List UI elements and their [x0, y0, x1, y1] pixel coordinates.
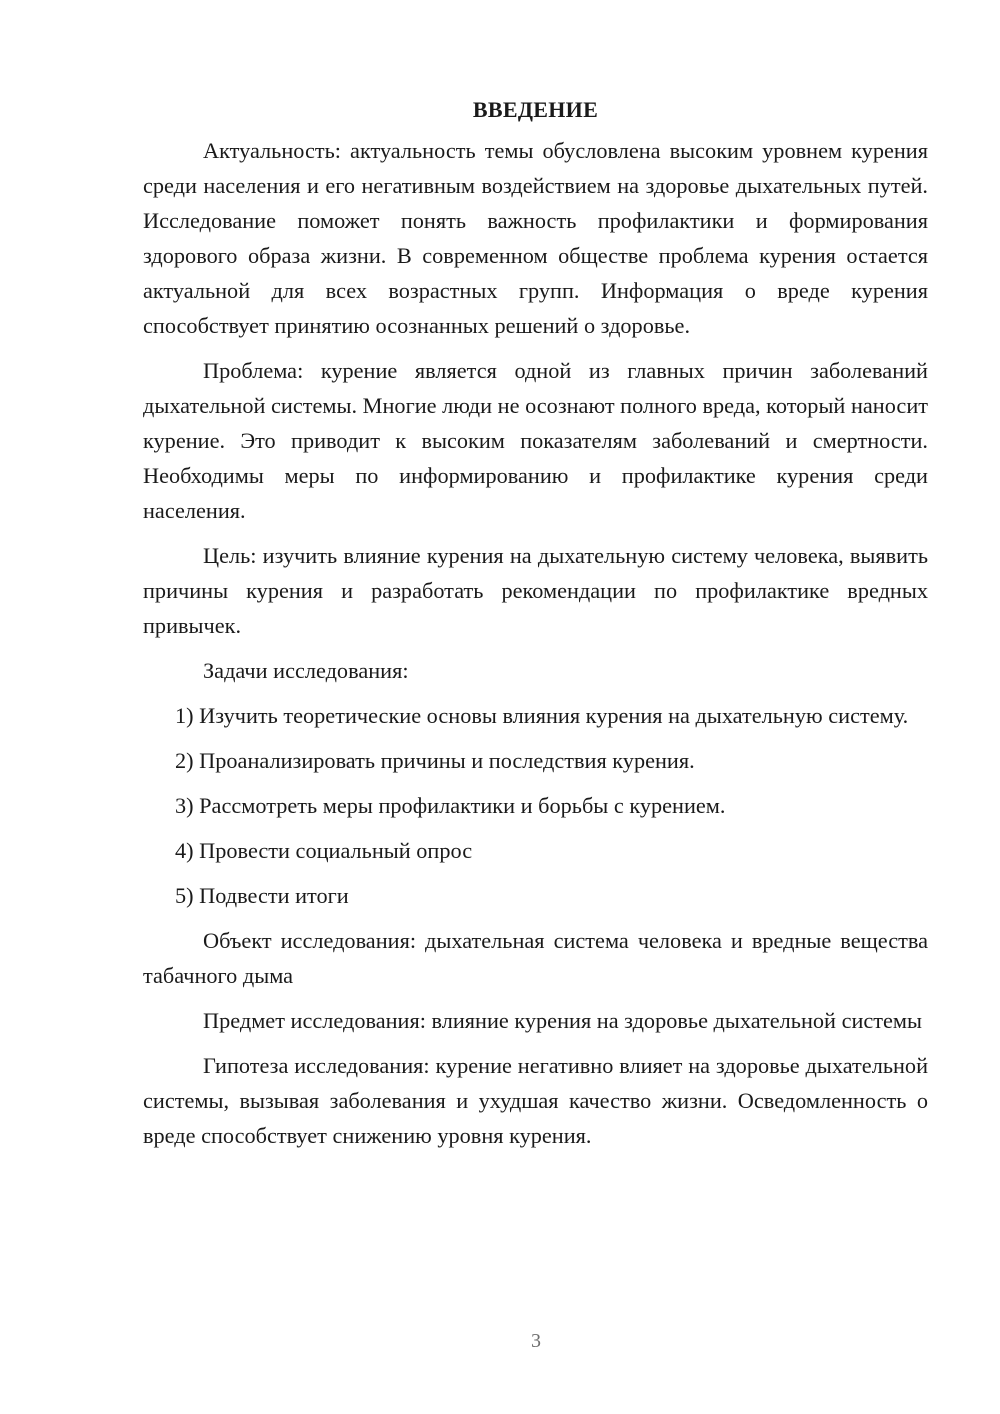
subject-paragraph: Предмет исследования: влияние курения на здоровье дыхательной системы	[203, 1008, 923, 1033]
task-item-2: 2) Проанализировать причины и последствия курения.	[175, 748, 695, 773]
goal-paragraph: Цель: изучить влияние курения на дыхательную систему человека, выявить причины курения и разработать рекомендации по профилактике вредных привычек.	[143, 543, 928, 638]
task-item-3: 3) Рассмотреть меры профилактики и борьбы с курением.	[175, 793, 726, 818]
task-item-1: 1) Изучить теоретические основы влияния курения на дыхательную систему.	[175, 703, 909, 728]
task-item-5: 5) Подвести итоги	[175, 883, 349, 908]
problem-paragraph: Проблема: курение является одной из главных причин заболеваний дыхательной системы. Многие люди не осознают полного вреда, который наносит курение. Это приводит к высоким показателям заболеваний и смертности. Необходимы меры по информированию и профилактике курения среди населения.	[143, 358, 928, 523]
relevance-paragraph: Актуальность: актуальность темы обусловлена высоким уровнем курения среди населения и его негативным воздействием на здоровье дыхательных путей. Исследование поможет понять важность профилактики и формирования здорового образа жизни. В современном обществе проблема курения остается актуальной для всех возрастных групп. Информация о вреде курения способствует принятию осознанных решений о здоровье.	[143, 138, 928, 338]
tasks-title: Задачи исследования:	[203, 658, 409, 683]
page-number: 3	[531, 1330, 541, 1352]
task-item-4: 4) Провести социальный опрос	[175, 838, 473, 863]
object-paragraph: Объект исследования: дыхательная система человека и вредные вещества табачного дыма	[143, 928, 928, 988]
page-title: ВВЕДЕНИЕ	[472, 97, 599, 122]
hypothesis-paragraph: Гипотеза исследования: курение негативно влияет на здоровье дыхательной системы, вызывая заболевания и ухудшая качество жизни. Осведомленность о вреде способствует снижению уровня курения.	[143, 1053, 928, 1148]
page-content	[143, 92, 928, 1153]
